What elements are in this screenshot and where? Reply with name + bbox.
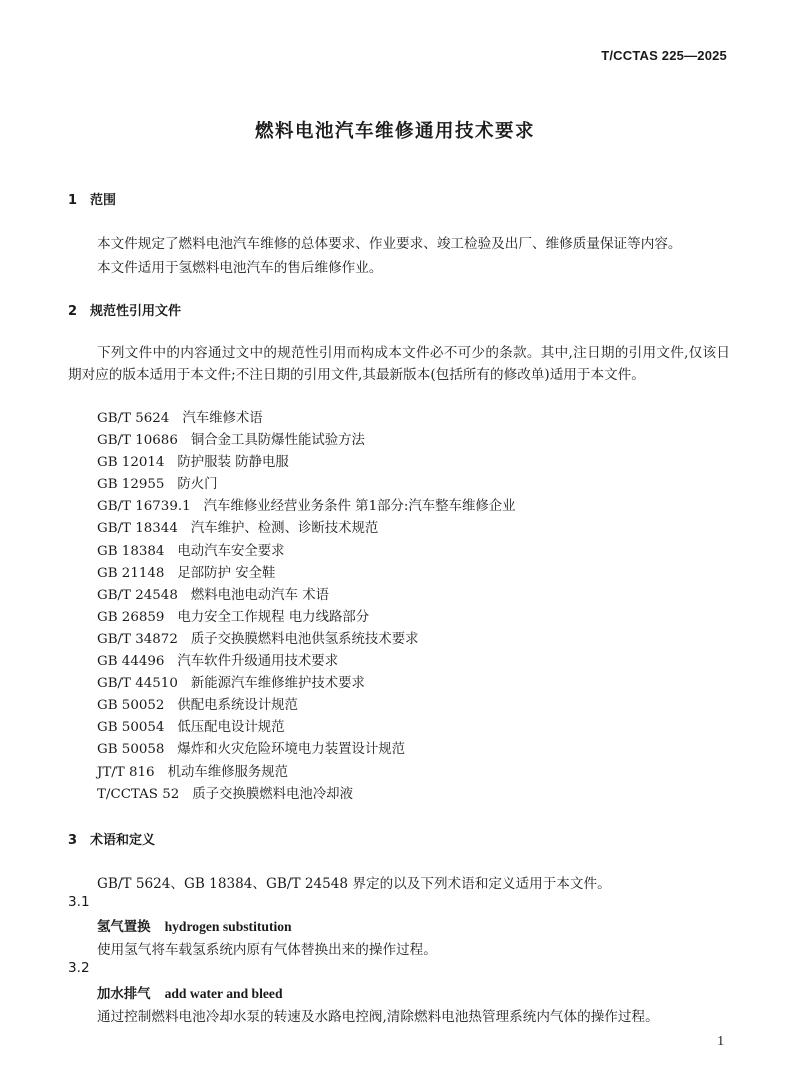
document-title: 燃料电池汽车维修通用技术要求: [254, 121, 535, 142]
reference-item: [97, 452, 516, 474]
section-number: 3: [68, 833, 78, 848]
reference-item: [97, 496, 516, 518]
reference-title: 低压配电设计规范: [177, 720, 285, 736]
section-title: 规范性引用文件: [90, 304, 182, 319]
reference-code: GB/T 10686: [97, 433, 178, 449]
reference-item: [97, 651, 516, 673]
reference-code: GB 12014: [97, 455, 165, 471]
page-number: 1: [717, 1033, 724, 1048]
reference-title: 电动汽车安全要求: [177, 543, 285, 559]
reference-code: GB/T 24548: [97, 587, 178, 603]
term-definition: 使用氢气将车载氢系统内原有气体替换出来的操作过程。: [97, 942, 437, 958]
reference-code: GB 18384: [97, 543, 165, 559]
reference-title: 汽车维修业经营业务条件 第1部分:汽车整车维修企业: [203, 499, 516, 515]
term-english: hydrogen substitution: [164, 919, 292, 934]
term-number: 3.2: [68, 960, 90, 976]
section-heading-references: [68, 300, 181, 319]
reference-code: T/CCTAS 52: [97, 786, 180, 802]
term-chinese: 氢气置换: [97, 919, 151, 935]
reference-code: GB 26859: [97, 609, 165, 625]
reference-code: GB 44496: [97, 654, 165, 670]
section-title: 术语和定义: [90, 833, 156, 848]
reference-code: GB/T 5624: [97, 411, 170, 426]
reference-item: [97, 695, 516, 717]
reference-title: 燃料电池电动汽车 术语: [190, 587, 330, 603]
reference-title: 质子交换膜燃料电池供氢系统技术要求: [190, 631, 419, 647]
reference-item: [97, 673, 516, 695]
reference-item: [97, 563, 516, 585]
reference-title: 机动车维修服务规范: [167, 764, 289, 780]
reference-item: [97, 474, 516, 496]
reference-title: 新能源汽车维修维护技术要求: [190, 676, 365, 692]
reference-item: [97, 762, 516, 784]
reference-title: 防火门: [177, 477, 218, 493]
reference-title: 铜合金工具防爆性能试验方法: [190, 433, 365, 449]
reference-title: 质子交换膜燃料电池冷却液: [192, 786, 353, 802]
section-title: 范围: [90, 193, 117, 208]
reference-item: [97, 585, 516, 607]
reference-title: 供配电系统设计规范: [177, 698, 298, 714]
term-heading: [97, 916, 292, 935]
reference-code: GB/T 44510: [97, 676, 178, 692]
reference-item: [97, 717, 516, 739]
terms-intro: GB/T 5624、GB 18384、GB/T 24548 界定的以及下列术语和定义适用于本文件。: [97, 876, 611, 892]
reference-title: 汽车维修术语: [182, 411, 263, 426]
section-heading-scope: [68, 189, 116, 208]
reference-list: [97, 408, 516, 806]
reference-code: GB 50058: [97, 742, 165, 758]
reference-item: [97, 607, 516, 629]
reference-title: 汽车软件升级通用技术要求: [177, 654, 339, 670]
document-number: T/CCTAS 225—2025: [601, 48, 727, 63]
reference-code: GB 21148: [97, 565, 165, 581]
references-intro-paragraph: 下列文件中的内容通过文中的规范性引用而构成本文件必不可少的条款。其中,注日期的引用文件,仅该日期对应的版本适用于本文件;不注日期的引用文件,其最新版本(包括所有的修改单)适用于本文件。: [68, 345, 730, 383]
reference-item: [97, 629, 516, 651]
reference-title: 电力安全工作规程 电力线路部分: [177, 609, 370, 625]
reference-code: GB 50052: [97, 698, 165, 714]
reference-code: GB/T 34872: [97, 631, 178, 647]
term-heading: [97, 983, 283, 1002]
reference-code: GB 12955: [97, 477, 165, 493]
term-definition: 通过控制燃料电池冷却水泵的转速及水路电控阀,清除燃料电池热管理系统内气体的操作过程。: [97, 1009, 659, 1025]
reference-code: JT/T 816: [97, 764, 155, 780]
reference-item: [97, 541, 516, 563]
section-number: 2: [68, 304, 78, 319]
reference-title: 汽车维护、检测、诊断技术规范: [190, 521, 379, 537]
reference-code: GB/T 16739.1: [97, 499, 191, 515]
reference-title: 防护服装 防静电服: [177, 455, 289, 471]
term-number: 3.1: [68, 894, 90, 910]
section-number: 1: [68, 193, 78, 208]
scope-paragraph: 本文件适用于氢燃料电池汽车的售后维修作业。: [97, 260, 383, 276]
scope-paragraph: 本文件规定了燃料电池汽车维修的总体要求、作业要求、竣工检验及出厂、维修质量保证等内容。: [97, 236, 682, 252]
section-heading-terms: [68, 829, 155, 848]
reference-code: GB/T 18344: [97, 521, 178, 537]
reference-item: [97, 739, 516, 761]
reference-item: [97, 518, 516, 540]
reference-title: 爆炸和火灾危险环境电力装置设计规范: [177, 742, 406, 758]
reference-code: GB 50054: [97, 720, 165, 736]
reference-item: [97, 430, 516, 452]
term-english: add water and bleed: [164, 986, 283, 1001]
reference-title: 足部防护 安全鞋: [177, 565, 276, 581]
reference-item: [97, 408, 516, 430]
reference-item: [97, 784, 516, 806]
term-chinese: 加水排气: [97, 986, 151, 1002]
